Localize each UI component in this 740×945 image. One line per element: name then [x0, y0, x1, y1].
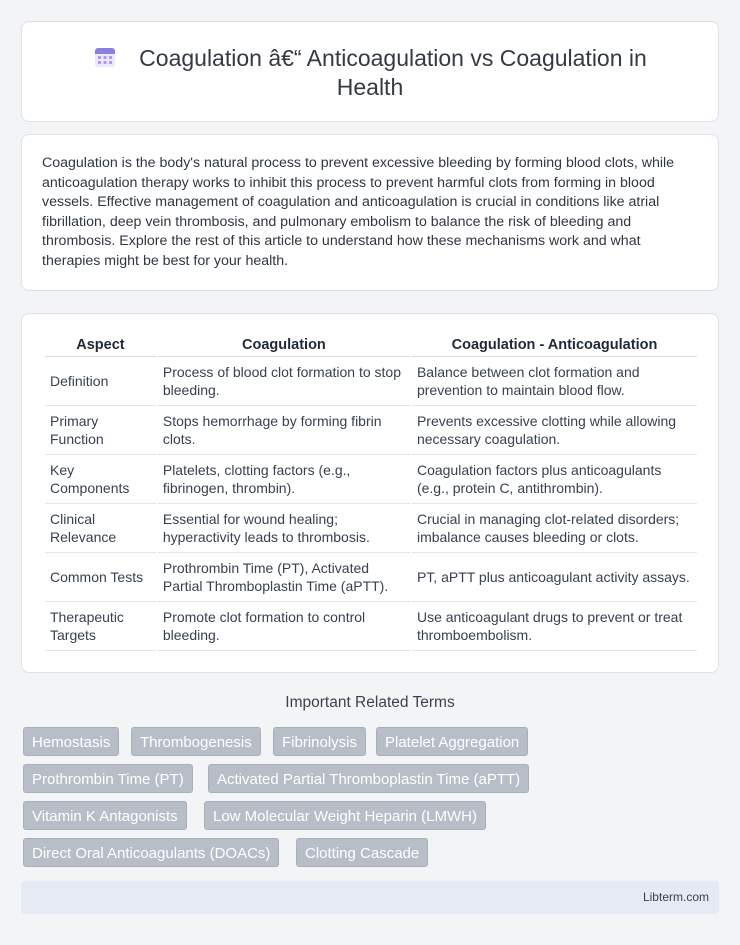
- tag-aptt[interactable]: Activated Partial Thromboplastin Time (aPTT): [208, 764, 529, 793]
- anticoagulation-cell: Coagulation factors plus anticoagulants (e.g., protein C, antithrombin).: [412, 455, 697, 504]
- anticoagulation-cell: Prevents excessive clotting while allowing necessary coagulation.: [412, 406, 697, 455]
- anticoagulation-cell: Crucial in managing clot-related disorders; imbalance causes bleeding or clots.: [412, 504, 697, 553]
- tag-vitamin-k-antagonists[interactable]: Vitamin K Antagonists: [23, 801, 187, 830]
- anticoagulation-cell: Balance between clot formation and prevention to maintain blood flow.: [412, 357, 697, 406]
- footer-site-link[interactable]: Libterm.com: [642, 890, 709, 904]
- footer-bar: [21, 881, 719, 914]
- aspect-cell: Common Tests: [45, 553, 156, 602]
- table-row: [45, 357, 697, 406]
- aspect-cell: Definition: [45, 357, 156, 406]
- tag-thrombogenesis[interactable]: Thrombogenesis: [131, 727, 261, 756]
- table-row: [45, 504, 697, 553]
- table-row: [45, 455, 697, 504]
- tag-hemostasis[interactable]: Hemostasis: [23, 727, 119, 756]
- coagulation-cell: Prothrombin Time (PT), Activated Partial Thromboplastin Time (aPTT).: [158, 553, 410, 602]
- title-card: [21, 21, 719, 122]
- related-terms-heading: Important Related Terms: [285, 694, 455, 711]
- tag-clotting-cascade[interactable]: Clotting Cascade: [296, 838, 428, 867]
- table-row: [45, 553, 697, 602]
- aspect-cell: Therapeutic Targets: [45, 602, 156, 651]
- table-row: [45, 602, 697, 651]
- header-coagulation: Coagulation: [158, 334, 410, 357]
- coagulation-cell: Stops hemorrhage by forming fibrin clots.: [158, 406, 410, 455]
- intro-card: [21, 134, 719, 291]
- tag-doacs[interactable]: Direct Oral Anticoagulants (DOACs): [23, 838, 279, 867]
- aspect-cell: Key Components: [45, 455, 156, 504]
- table-row: [45, 406, 697, 455]
- intro-paragraph: Coagulation is the body's natural process to prevent excessive bleeding by forming blood clots, while anticoagulation therapy works to inhibit this process to prevent harmful clots from forming in blood vessels. Effective management of coagulation and anticoagulation is crucial in conditions like atrial fibrillation, deep vein thrombosis, and pulmonary embolism to balance the risk of bleeding and thrombosis. Explore the rest of this article to understand how these mechanisms work and what therapies might be best for your health.: [42, 155, 675, 269]
- coagulation-cell: Process of blood clot formation to stop bleeding.: [158, 357, 410, 406]
- comparison-card: [21, 313, 719, 673]
- table-header-row: [45, 334, 697, 357]
- anticoagulation-cell: Use anticoagulant drugs to prevent or treat thromboembolism.: [412, 602, 697, 651]
- header-coagulation-anticoagulation: Coagulation - Anticoagulation: [412, 334, 697, 357]
- tag-prothrombin-time[interactable]: Prothrombin Time (PT): [23, 764, 193, 793]
- coagulation-cell: Promote clot formation to control bleeding.: [158, 602, 410, 651]
- tag-fibrinolysis[interactable]: Fibrinolysis: [273, 727, 366, 756]
- page-title: [22, 44, 718, 102]
- tag-platelet-aggregation[interactable]: Platelet Aggregation: [376, 727, 528, 756]
- aspect-cell: Clinical Relevance: [45, 504, 156, 553]
- tag-lmwh[interactable]: Low Molecular Weight Heparin (LMWH): [204, 801, 486, 830]
- calendar-icon: [93, 45, 117, 69]
- coagulation-cell: Platelets, clotting factors (e.g., fibrinogen, thrombin).: [158, 455, 410, 504]
- coagulation-cell: Essential for wound healing; hyperactivity leads to thrombosis.: [158, 504, 410, 553]
- anticoagulation-cell: PT, aPTT plus anticoagulant activity assays.: [412, 553, 697, 602]
- page-title-text: Coagulation â€“ Anticoagulation vs Coagulation in Health: [139, 45, 647, 100]
- header-aspect: Aspect: [45, 334, 156, 357]
- aspect-cell: Primary Function: [45, 406, 156, 455]
- comparison-table: [43, 334, 699, 651]
